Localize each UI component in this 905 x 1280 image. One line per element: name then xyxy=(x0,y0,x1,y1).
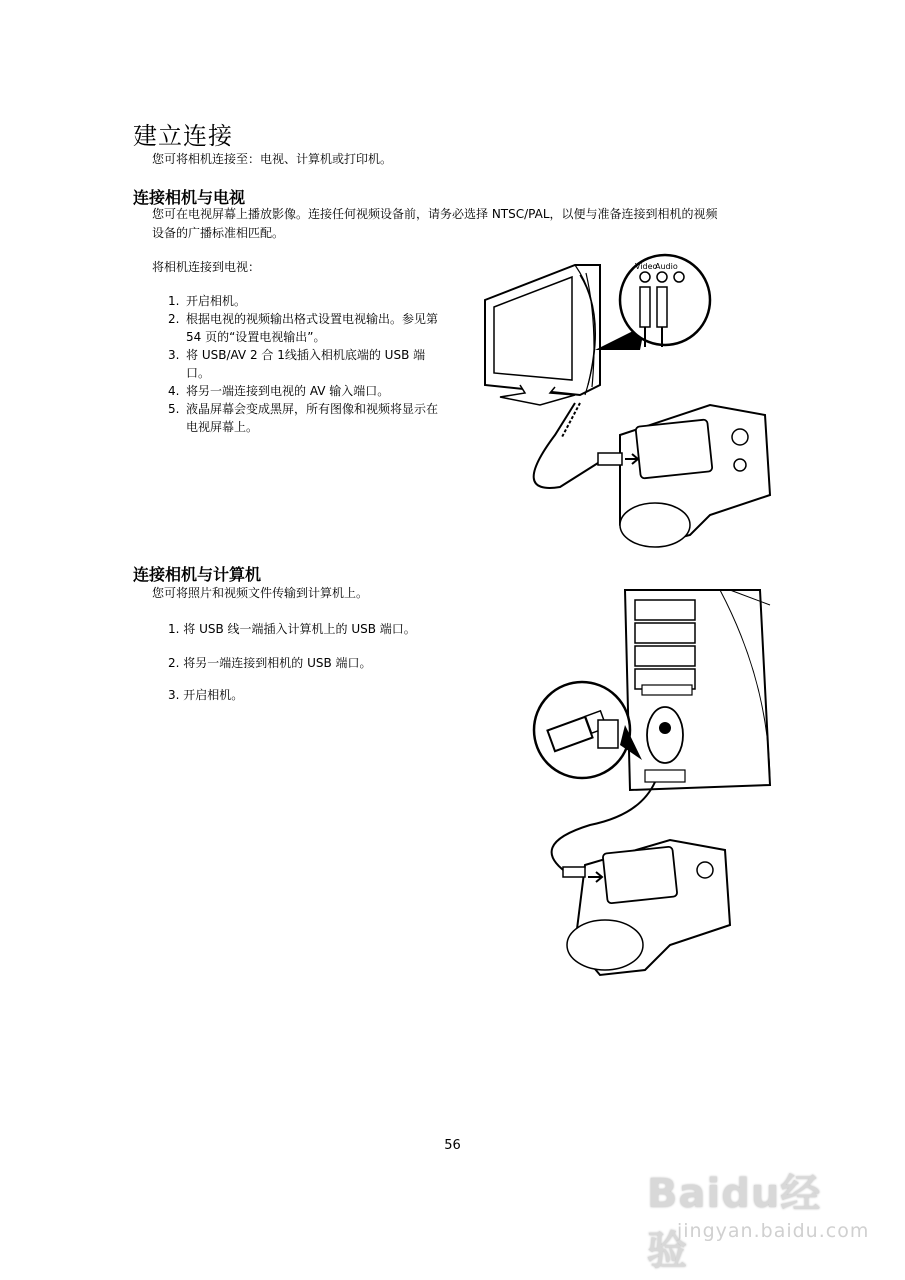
tv-step-3: 3. 将 USB/AV 2 合 1线插入相机底端的 USB 端 口。 xyxy=(168,348,426,380)
pc-desc-text: 您可将照片和视频文件传输到计算机上。 xyxy=(152,586,369,600)
av-port-callout xyxy=(595,255,710,350)
tv-desc-line-1: 您可在电视屏幕上播放影像。连接任何视频设备前，请务必选择 NTSC/PAL，以便与准备连接到相机的视频 xyxy=(152,207,718,221)
intro-text: 您可将相机连接至：电视、计算机或打印机。 xyxy=(152,152,393,166)
baidu-watermark xyxy=(637,1150,870,1274)
pc-connection-illustration xyxy=(530,585,780,980)
tv-step-1: 1. 开启相机。 xyxy=(168,294,247,308)
camera-icon-pc xyxy=(563,840,730,975)
tv-connection-illustration xyxy=(480,255,780,555)
tv-steps-list xyxy=(168,292,468,436)
tv-step-5: 5. 液晶屏幕会变成黑屏，所有图像和视频将显示在 电视屏幕上。 xyxy=(168,402,439,434)
pc-section-heading: 连接相机与计算机 xyxy=(133,565,262,584)
audio-port-label: Audio xyxy=(655,262,678,271)
usb-port-callout xyxy=(534,682,642,778)
watermark-logo: Baidu经验 xyxy=(647,1171,822,1274)
pc-step-1: 1. 将 USB 线一端插入计算机上的 USB 端口。 xyxy=(168,622,416,636)
computer-tower-icon xyxy=(625,590,770,790)
tv-desc-line-2: 设备的广播标准相匹配。 xyxy=(152,226,285,240)
tv-section-heading: 连接相机与电视 xyxy=(133,188,246,207)
camera-icon xyxy=(598,405,770,547)
tv-step-4: 4. 将另一端连接到电视的 AV 输入端口。 xyxy=(168,384,390,398)
pc-step-2: 2. 将另一端连接到相机的 USB 端口。 xyxy=(168,656,372,670)
video-port-label: Video xyxy=(635,262,658,271)
tv-lead-text: 将相机连接到电视： xyxy=(152,260,261,274)
page-title: 建立连接 xyxy=(133,122,233,150)
watermark-url: jingyan.baidu.com xyxy=(677,1220,870,1242)
tv-monitor-icon xyxy=(485,265,600,405)
pc-step-3: 3. 开启相机。 xyxy=(168,688,244,702)
tv-step-2: 2. 根据电视的视频输出格式设置电视输出。参见第 54 页的“设置电视输出”。 xyxy=(168,312,439,344)
page-number: 56 xyxy=(444,1138,461,1153)
